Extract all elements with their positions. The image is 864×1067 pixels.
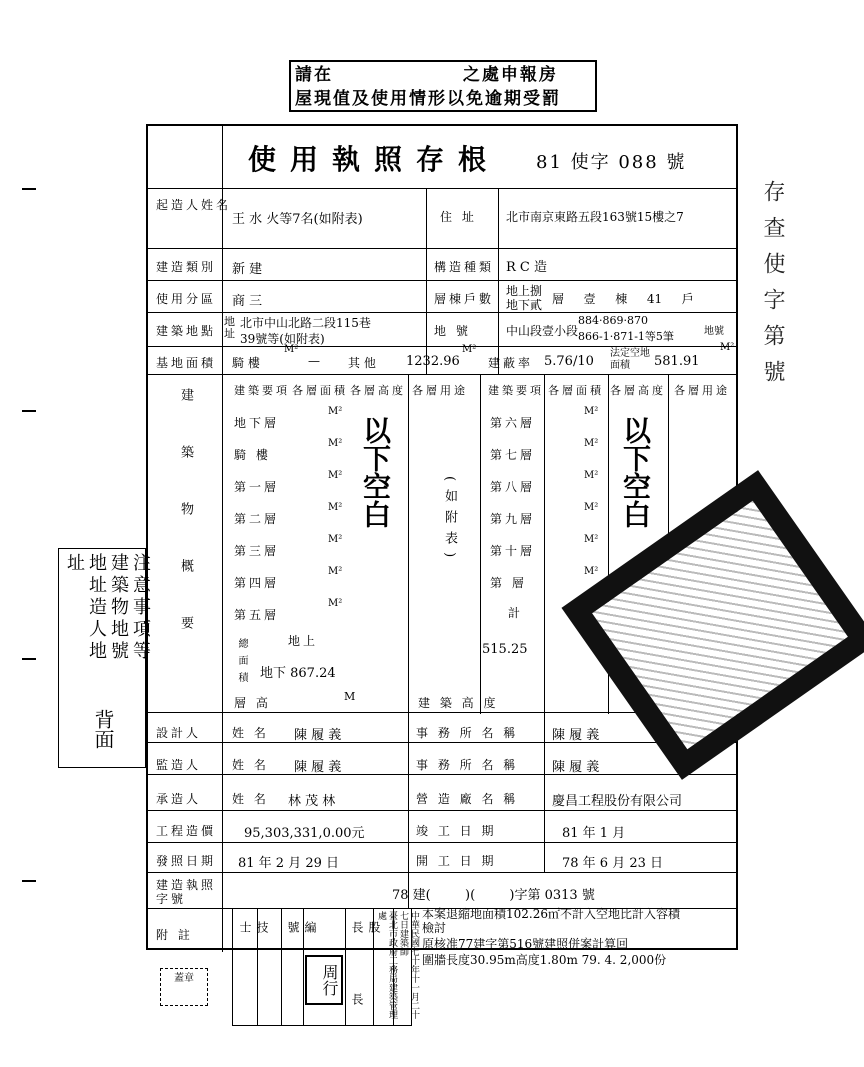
signature-col-4: 長 bbox=[350, 993, 364, 1045]
side-note-text: 注意事項等建築物地號地址造人地址 bbox=[64, 553, 151, 663]
site-value-line2: 39號等(如附表) bbox=[240, 332, 325, 346]
base-area-other: 其 他 bbox=[348, 356, 376, 370]
site-label: 建築地點 bbox=[156, 324, 217, 338]
floor-label: 計 bbox=[508, 606, 524, 620]
floor-label: 第三層 bbox=[234, 544, 280, 558]
supervisor-name-label: 姓 名 bbox=[232, 758, 269, 772]
designer-label: 設計人 bbox=[156, 726, 202, 740]
structure-label: 構造種類 bbox=[434, 260, 495, 274]
contractor-name-label: 姓 名 bbox=[232, 792, 269, 806]
contractor-company-label: 營 造 廠 名 稱 bbox=[416, 792, 519, 806]
floors-value-count: 層 壹 棟 41 戶 bbox=[552, 292, 694, 306]
total-value: 515.25 bbox=[482, 642, 528, 657]
applicant-value: 王 水 火等7名(如附表) bbox=[232, 212, 363, 227]
build-permit-label: 建造執照字號 bbox=[156, 878, 217, 906]
side-note bbox=[58, 548, 151, 768]
unit-label: M² bbox=[584, 406, 599, 417]
form-title: 使用執照存根 bbox=[248, 143, 501, 176]
permit-form bbox=[146, 124, 738, 950]
margin-mark bbox=[22, 188, 36, 190]
floor-label: 第五層 bbox=[234, 608, 280, 622]
unit-label: M² bbox=[584, 502, 599, 513]
designer-office: 陳 履 義 bbox=[552, 728, 600, 743]
lot-value-line2: 866-1·871-1等5筆 bbox=[578, 330, 674, 343]
signature-col-1: 技 士 bbox=[238, 921, 269, 973]
col-use-right: 各層用途 bbox=[674, 384, 730, 397]
coverage-label: 建蔽率 bbox=[488, 356, 534, 370]
total-area-label: 總 面 積 bbox=[236, 638, 247, 685]
address-label: 住 址 bbox=[440, 210, 477, 224]
note-3: 圍牆長度30.95m高度1.80m 79. 4. 2,000份 bbox=[422, 953, 667, 967]
supervisor-name: 陳 履 義 bbox=[294, 760, 342, 775]
base-area-annex: 騎 樓 bbox=[232, 356, 260, 370]
col-area: 各層面積 bbox=[292, 384, 348, 397]
completion-value: 81 年 1 月 bbox=[562, 826, 626, 841]
category-label: 建造類別 bbox=[156, 260, 217, 274]
col-height-right: 各層高度 bbox=[610, 384, 666, 397]
floors-value-above: 地上捌 bbox=[506, 284, 543, 298]
unit-label: M² bbox=[584, 438, 599, 449]
blank-note-left: 以下空白 bbox=[359, 416, 392, 528]
base-area-label: 基地面積 bbox=[156, 356, 217, 370]
cost-label: 工程造價 bbox=[156, 824, 217, 838]
unit-label: M² bbox=[584, 534, 599, 545]
signature-col-2: 編 號 bbox=[286, 921, 317, 973]
note-1b: 檢討 bbox=[422, 921, 447, 935]
col-items-right: 建築要項 bbox=[488, 384, 544, 397]
supervisor-office-label: 事 務 所 名 稱 bbox=[416, 758, 519, 772]
floor-label: 第九層 bbox=[490, 512, 536, 526]
open-space-label: 法定空地面積 bbox=[610, 348, 650, 371]
unit-label: M² bbox=[584, 470, 599, 481]
floors-value-below: 地下貳 bbox=[506, 298, 543, 312]
notes-label: 附 註 bbox=[156, 928, 193, 942]
floor-label: 第八層 bbox=[490, 480, 536, 494]
signature-col-3: 股 長 bbox=[350, 921, 381, 973]
structure-value: R C 造 bbox=[506, 260, 547, 275]
zone-label: 使用分區 bbox=[156, 292, 217, 306]
lot-value-line1: 884·869·870 bbox=[578, 314, 648, 327]
floor-height-unit: M bbox=[344, 690, 356, 703]
blank-note-right: 以下空白 bbox=[619, 416, 652, 528]
unit-label: M² bbox=[328, 470, 343, 481]
signature-strip-2: 中華民國七十年十一月二十七日建築師 bbox=[398, 911, 419, 1019]
signature-strip-1: 臺北市政府工務局建築管理處 bbox=[376, 911, 397, 1019]
notice-line-1: 請在 之處申報房 bbox=[295, 65, 558, 85]
base-area-dash: — bbox=[308, 354, 320, 368]
floor-label: 第四層 bbox=[234, 576, 280, 590]
annex-note: (如附表) bbox=[442, 476, 457, 566]
cost-value: 95,303,331,0.00元 bbox=[244, 826, 365, 841]
unit-label: M² bbox=[328, 406, 343, 417]
col-items: 建築要項 bbox=[234, 384, 290, 397]
contractor-name: 林 茂 林 bbox=[288, 794, 336, 809]
unit-label: M² bbox=[328, 534, 343, 545]
floor-label: 騎 樓 bbox=[234, 448, 271, 462]
unit-label: M² bbox=[328, 598, 343, 609]
supervisor-office: 陳 履 義 bbox=[552, 760, 600, 775]
open-space-value: 581.91 bbox=[654, 354, 700, 369]
base-area-unit: M² bbox=[284, 344, 299, 355]
approval-stamp: 周行 bbox=[305, 955, 343, 1005]
building-height-label: 建 築 高 度 bbox=[418, 696, 499, 710]
start-date-label: 開 工 日 期 bbox=[416, 854, 497, 868]
floor-label: 第 層 bbox=[490, 576, 527, 590]
zone-value: 商 三 bbox=[232, 294, 263, 309]
contractor-company: 慶昌工程股份有限公司 bbox=[552, 794, 683, 809]
completion-label: 竣 工 日 期 bbox=[416, 824, 497, 838]
designer-name-label: 姓 名 bbox=[232, 726, 269, 740]
issue-date-value: 81 年 2 月 29 日 bbox=[238, 856, 340, 871]
col-use: 各層用途 bbox=[412, 384, 468, 397]
floor-label: 地下層 bbox=[234, 416, 280, 430]
site-prefix: 地址 bbox=[224, 315, 235, 340]
notice-line-2: 屋現值及使用情形以免逾期受罰 bbox=[295, 89, 561, 109]
side-note-back: 背面 bbox=[91, 709, 115, 749]
base-area-value: 1232.96 bbox=[406, 354, 460, 369]
base-area-unit-2: M² bbox=[462, 344, 477, 355]
designer-name: 陳 履 義 bbox=[294, 728, 342, 743]
right-margin-text: 存查使字第號 bbox=[760, 180, 785, 396]
floors-label: 層棟戶數 bbox=[434, 292, 495, 306]
floor-label: 地上 bbox=[288, 634, 319, 648]
floor-label: 第十層 bbox=[490, 544, 536, 558]
building-summary-label: 建築物概要 bbox=[178, 388, 193, 673]
supervisor-label: 監造人 bbox=[156, 758, 202, 772]
notice-stamp bbox=[289, 60, 597, 112]
margin-mark bbox=[22, 410, 36, 412]
unit-label: M² bbox=[328, 438, 343, 449]
floor-height-label: 層 高 bbox=[234, 696, 271, 710]
note-1: 本案退縮地面積102.26㎡不計入空地比計入容積 bbox=[422, 907, 680, 921]
floor-label: 第一層 bbox=[234, 480, 280, 494]
issue-date-label: 發照日期 bbox=[156, 854, 217, 868]
lot-label: 地 號 bbox=[434, 324, 471, 338]
applicant-label: 起造人姓名 bbox=[156, 198, 232, 212]
designer-office-label: 事 務 所 名 稱 bbox=[416, 726, 519, 740]
unit-label: M² bbox=[328, 566, 343, 577]
total-underground: 地下 867.24 bbox=[260, 666, 336, 681]
signature-box bbox=[232, 908, 419, 1045]
address-value: 北市南京東路五段163號15樓之7 bbox=[506, 210, 684, 224]
margin-mark bbox=[22, 880, 36, 882]
small-stamp: 蓋章 bbox=[160, 968, 208, 1006]
start-date-value: 78 年 6 月 23 日 bbox=[562, 856, 664, 871]
floor-label: 第六層 bbox=[490, 416, 536, 430]
note-2: 原核准77建字第516號建照併案計算回 bbox=[422, 937, 629, 951]
margin-mark bbox=[22, 658, 36, 660]
build-permit-value: 78 建( )( )字第 0313 號 bbox=[392, 888, 595, 903]
col-height: 各層高度 bbox=[350, 384, 406, 397]
unit-label: M² bbox=[328, 502, 343, 513]
permit-number: 81 使字 088 號 bbox=[536, 152, 687, 173]
lot-suffix: 地號 bbox=[704, 326, 724, 337]
contractor-label: 承造人 bbox=[156, 792, 202, 806]
floor-label: 第二層 bbox=[234, 512, 280, 526]
site-value-line1: 北市中山北路二段115巷 bbox=[240, 316, 371, 330]
category-value: 新 建 bbox=[232, 262, 263, 277]
open-space-unit: M² bbox=[720, 342, 735, 353]
col-area-right: 各層面積 bbox=[548, 384, 604, 397]
unit-label: M² bbox=[584, 566, 599, 577]
floor-label: 第七層 bbox=[490, 448, 536, 462]
coverage-value: 5.76/10 bbox=[544, 354, 594, 369]
lot-section: 中山段壹小段 bbox=[506, 324, 579, 338]
